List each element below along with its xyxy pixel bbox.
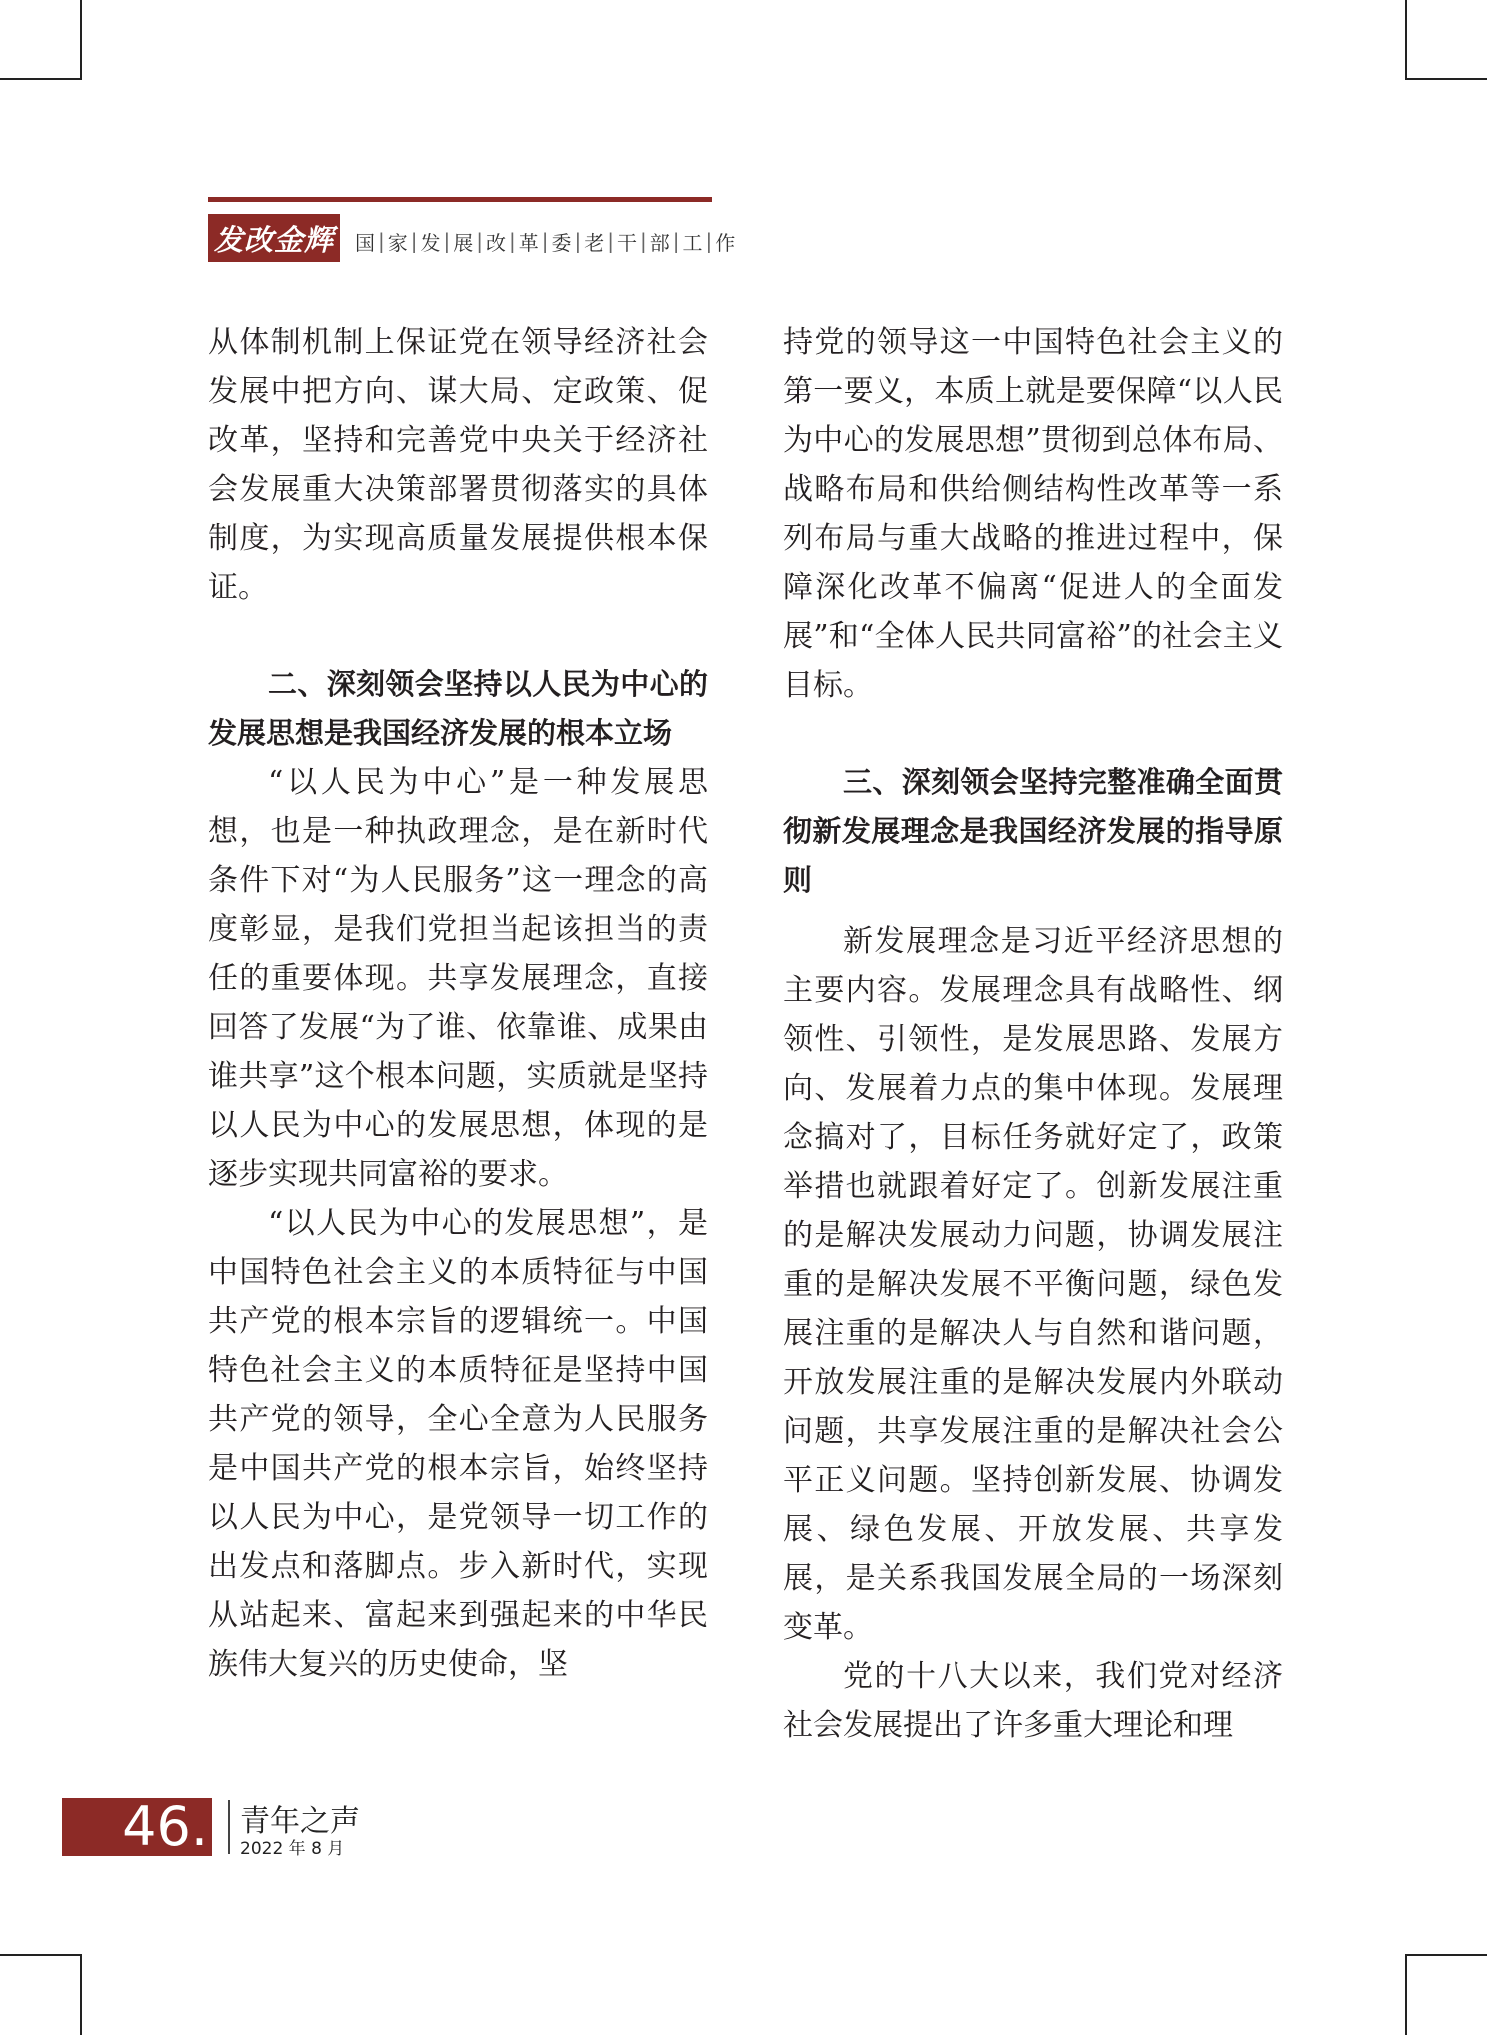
tagline-char: 干 xyxy=(617,230,637,255)
crop-mark xyxy=(0,1954,80,1956)
tagline-char: 委 xyxy=(551,230,572,255)
tagline-char: 展 xyxy=(453,230,474,255)
paragraph-gap xyxy=(208,612,708,660)
section-heading: 三、深刻领会坚持完整准确全面贯彻新发展理念是我国经济发展的指导原则 xyxy=(783,765,1283,897)
tagline-separator: | xyxy=(509,229,516,253)
body-paragraph: 党的十八大以来，我们党对经济社会发展提出了许多重大理论和理 xyxy=(783,1659,1283,1743)
crop-mark xyxy=(80,1954,82,2035)
tagline-separator: | xyxy=(378,229,385,253)
tagline-char: 家 xyxy=(387,230,408,255)
magazine-title: 青年之声 xyxy=(240,1804,360,1839)
tagline-separator: | xyxy=(476,229,483,253)
tagline-separator: | xyxy=(640,229,647,253)
tagline-separator: | xyxy=(607,229,614,253)
paragraph-gap xyxy=(783,710,1283,758)
tagline-separator: | xyxy=(443,229,451,253)
header-tagline xyxy=(352,224,738,258)
body-paragraph: 新发展理念是习近平经济思想的主要内容。发展理念具有战略性、纲领性、引领性，是发展思路、发展方向、发展着力点的集中体现。发展理念搞对了，目标任务就好定了，政策举措也就跟着好定了。创新发展注重的是解决发展动力问题，协调发展注重的是解决发展不平衡问题，绿色发展注重的是解决人与自然和谐问题，开放发展注重的是解决发展内外联动问题，共享发展注重的是解决社会公平正义问题。坚持创新发展、协调发展、绿色发展、开放发展、共享发展，是关系我国发展全局的一场深刻变革。 xyxy=(783,924,1283,1645)
issue-date: 2022 年 8 月 xyxy=(240,1839,345,1859)
paragraph-gap xyxy=(783,905,1283,917)
brand-logo: 发改金辉 xyxy=(208,214,340,262)
tagline-char: 老 xyxy=(584,230,605,255)
header-rule xyxy=(208,197,712,202)
body-paragraph: 从体制机制上保证党在领导经济社会发展中把方向、谋大局、定政策、促改革，坚持和完善党中央关于经济社会发展重大决策部署贯彻落实的具体制度，为实现高质量发展提供根本保证。 xyxy=(208,325,708,605)
tagline-separator: | xyxy=(410,229,418,253)
tagline-char: 国 xyxy=(355,230,375,255)
crop-mark xyxy=(1405,78,1487,80)
tagline-char: 工 xyxy=(682,230,703,255)
tagline-char: 部 xyxy=(649,230,670,255)
crop-mark xyxy=(80,0,82,80)
tagline-char: 作 xyxy=(715,230,736,255)
footer-divider xyxy=(228,1800,230,1854)
tagline-separator: | xyxy=(574,229,582,253)
tagline-separator: | xyxy=(705,229,713,253)
tagline-char: 改 xyxy=(486,230,506,255)
tagline-char: 发 xyxy=(420,230,441,255)
tagline-separator: | xyxy=(541,229,549,253)
left-column xyxy=(208,318,708,1689)
crop-mark xyxy=(1405,1954,1487,1956)
page-number: 46. xyxy=(122,1795,208,1858)
page-number-box xyxy=(62,1795,212,1858)
tagline-separator: | xyxy=(672,229,680,253)
crop-mark xyxy=(1405,1954,1407,2035)
section-heading: 二、深刻领会坚持以人民为中心的发展思想是我国经济发展的根本立场 xyxy=(208,667,708,750)
body-paragraph: 持党的领导这一中国特色社会主义的第一要义，本质上就是要保障“以人民为中心的发展思想”贯彻到总体布局、战略布局和供给侧结构性改革等一系列布局与重大战略的推进过程中，保障深化改革不偏离“促进人的全面发展”和“全体人民共同富裕”的社会主义目标。 xyxy=(783,325,1283,703)
crop-mark xyxy=(1405,0,1407,80)
crop-mark xyxy=(0,78,80,80)
tagline-char: 革 xyxy=(518,230,539,255)
right-column xyxy=(783,318,1283,1750)
body-paragraph: “以人民为中心的发展思想”，是中国特色社会主义的本质特征与中国共产党的根本宗旨的逻辑统一。中国特色社会主义的本质特征是坚持中国共产党的领导，全心全意为人民服务是中国共产党的根本宗旨，始终坚持以人民为中心，是党领导一切工作的出发点和落脚点。步入新时代，实现从站起来、富起来到强起来的中华民族伟大复兴的历史使命，坚 xyxy=(208,1206,708,1682)
body-paragraph: “以人民为中心”是一种发展思想，也是一种执政理念，是在新时代条件下对“为人民服务”这一理念的高度彰显，是我们党担当起该担当的责任的重要体现。共享发展理念，直接回答了发展“为了谁、依靠谁、成果由谁共享”这个根本问题，实质就是坚持以人民为中心的发展思想，体现的是逐步实现共同富裕的要求。 xyxy=(208,765,708,1192)
